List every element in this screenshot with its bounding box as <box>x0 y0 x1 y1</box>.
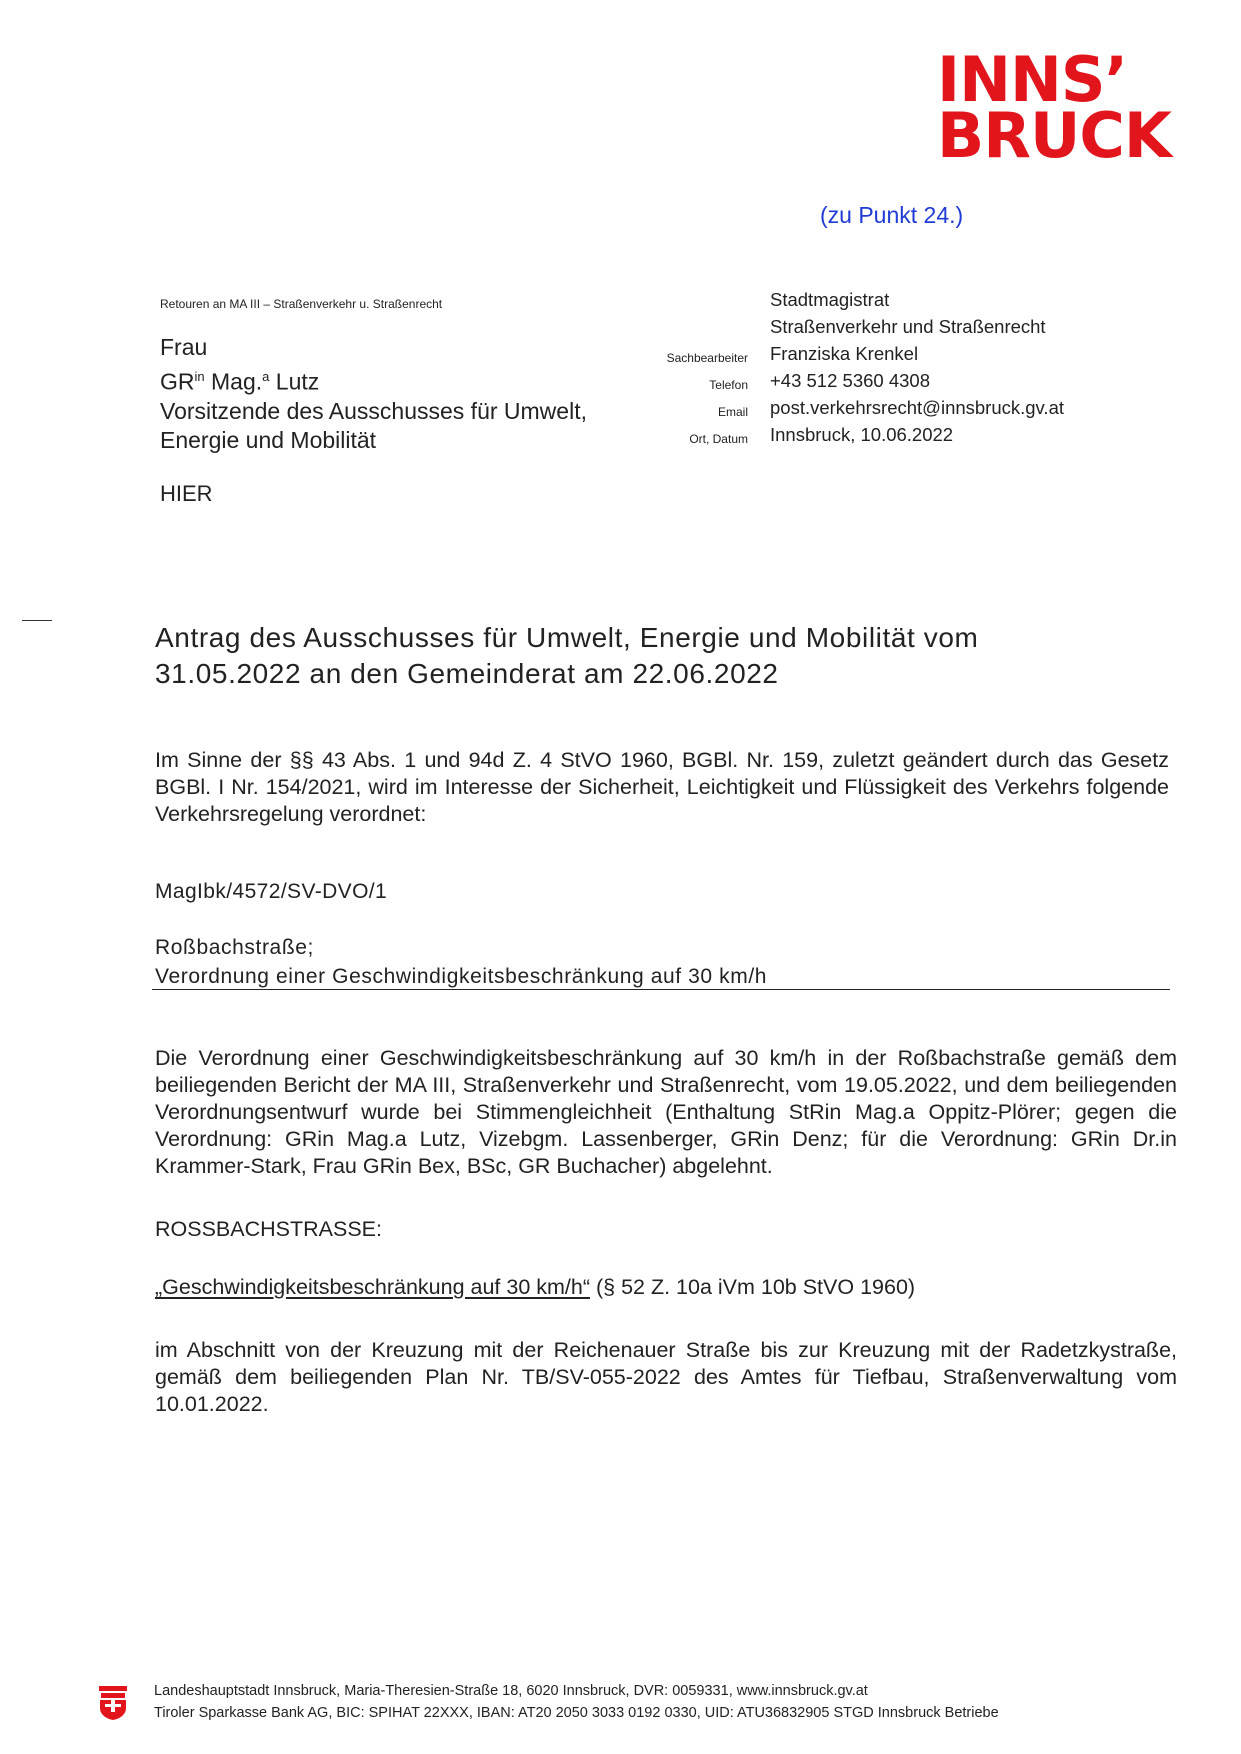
regulation-title: „Geschwindigkeitsbeschränkung auf 30 km/h“ <box>155 1275 590 1299</box>
title-line-2: 31.05.2022 an den Gemeinderat am 22.06.2022 <box>155 658 779 689</box>
subject-line-1: Roßbachstraße; <box>155 936 314 959</box>
file-reference: MagIbk/4572/SV-DVO/1 <box>155 880 388 903</box>
page-title <box>155 620 978 692</box>
logo-line-1: INNS’ <box>937 43 1128 116</box>
sender-place-date: Innsbruck, 10.06.2022 <box>770 424 954 445</box>
recipient-block <box>160 333 587 455</box>
recipient-title-pre: GR <box>160 368 195 395</box>
fold-mark <box>22 620 52 621</box>
logo-line-2: BRUCK <box>937 99 1171 172</box>
recipient-title-mid: Mag. <box>204 368 263 395</box>
label-email: Email <box>717 405 748 419</box>
subject-line-2: Verordnung einer Geschwindigkeitsbeschränkung auf 30 km/h <box>155 965 768 988</box>
recipient-salutation: Frau <box>160 334 208 360</box>
label-ort-datum: Ort, Datum <box>689 432 748 446</box>
body-paragraph: Die Verordnung einer Geschwindigkeitsbeschränkung auf 30 km/h in der Roßbachstraße gemäß dem beiliegenden Bericht der MA III, Straßenverkehr und Straßenrecht, vom 19.05.2022, und dem beiliegenden Verordnungsentwurf wurde bei Stimmengleichheit (Enthaltung StRin Mag.a Oppitz-Plörer; gegen die Verordnung: GRin Mag.a Lutz, Vizebgm. Lassenberger, GRin Denz; für die Verordnung: GRin Dr.in Krammer-Stark, Frau GRin Bex, BSc, GR Buchacher) abgelehnt. <box>155 1046 1177 1178</box>
footer-line-2: Tiroler Sparkasse Bank AG, BIC: SPIHAT 22XXX, IBAN: AT20 2050 3033 0192 0330, UID: ATU36832905 STGD Innsbruck Betriebe <box>154 1705 999 1721</box>
intro-paragraph: Im Sinne der §§ 43 Abs. 1 und 94d Z. 4 StVO 1960, BGBl. Nr. 159, zuletzt geändert durch das Gesetz BGBl. I Nr. 154/2021, wird im Interesse der Sicherheit, Leichtigkeit und Flüssigkeit des Verkehrs folgende Verkehrsregelung verordnet: <box>155 748 1169 826</box>
recipient-title-sup2: a <box>262 369 270 384</box>
label-sachbearbeiter: Sachbearbeiter <box>666 351 748 365</box>
recipient-role-line-1: Vorsitzende des Ausschusses für Umwelt, <box>160 397 587 424</box>
regulation-line <box>155 1275 915 1300</box>
street-heading: ROSSBACHSTRASSE: <box>155 1217 382 1241</box>
sender-phone: +43 512 5360 4308 <box>770 370 930 391</box>
agenda-reference: (zu Punkt 24.) <box>820 202 964 228</box>
sender-clerk: Franziska Krenkel <box>770 343 919 364</box>
footer-line-1: Landeshauptstadt Innsbruck, Maria-Theresien-Straße 18, 6020 Innsbruck, DVR: 0059331, www.innsbruck.gv.at <box>154 1683 868 1699</box>
recipient-title-sup1: in <box>194 369 205 384</box>
innsbruck-logo <box>937 43 1177 172</box>
sender-block <box>770 286 1064 448</box>
footer <box>154 1680 999 1724</box>
subject-block <box>155 933 767 991</box>
recipient-name <box>160 362 587 397</box>
recipient-role-line-2: Energie und Mobilität <box>160 426 377 453</box>
return-address: Retouren an MA III – Straßenverkehr u. Straßenrecht <box>160 297 443 311</box>
subject-divider <box>152 989 1170 990</box>
title-line-1: Antrag des Ausschusses für Umwelt, Energie und Mobilität vom <box>155 622 979 653</box>
recipient-location: HIER <box>160 481 213 506</box>
sender-labels <box>560 345 748 453</box>
label-telefon: Telefon <box>709 378 748 392</box>
recipient-surname: Lutz <box>269 368 320 395</box>
sender-dept: Straßenverkehr und Straßenrecht <box>770 316 1046 337</box>
sender-org: Stadtmagistrat <box>770 289 890 310</box>
regulation-basis: (§ 52 Z. 10a iVm 10b StVO 1960) <box>590 1275 916 1299</box>
city-crest-icon <box>99 1686 127 1720</box>
section-paragraph: im Abschnitt von der Kreuzung mit der Reichenauer Straße bis zur Kreuzung mit der Radetzkystraße, gemäß dem beiliegenden Plan Nr. TB/SV-055-2022 des Amtes für Tiefbau, Straßenverwaltung vom 10.01.2022. <box>155 1338 1177 1416</box>
sender-email[interactable]: post.verkehrsrecht@innsbruck.gv.at <box>770 397 1065 418</box>
